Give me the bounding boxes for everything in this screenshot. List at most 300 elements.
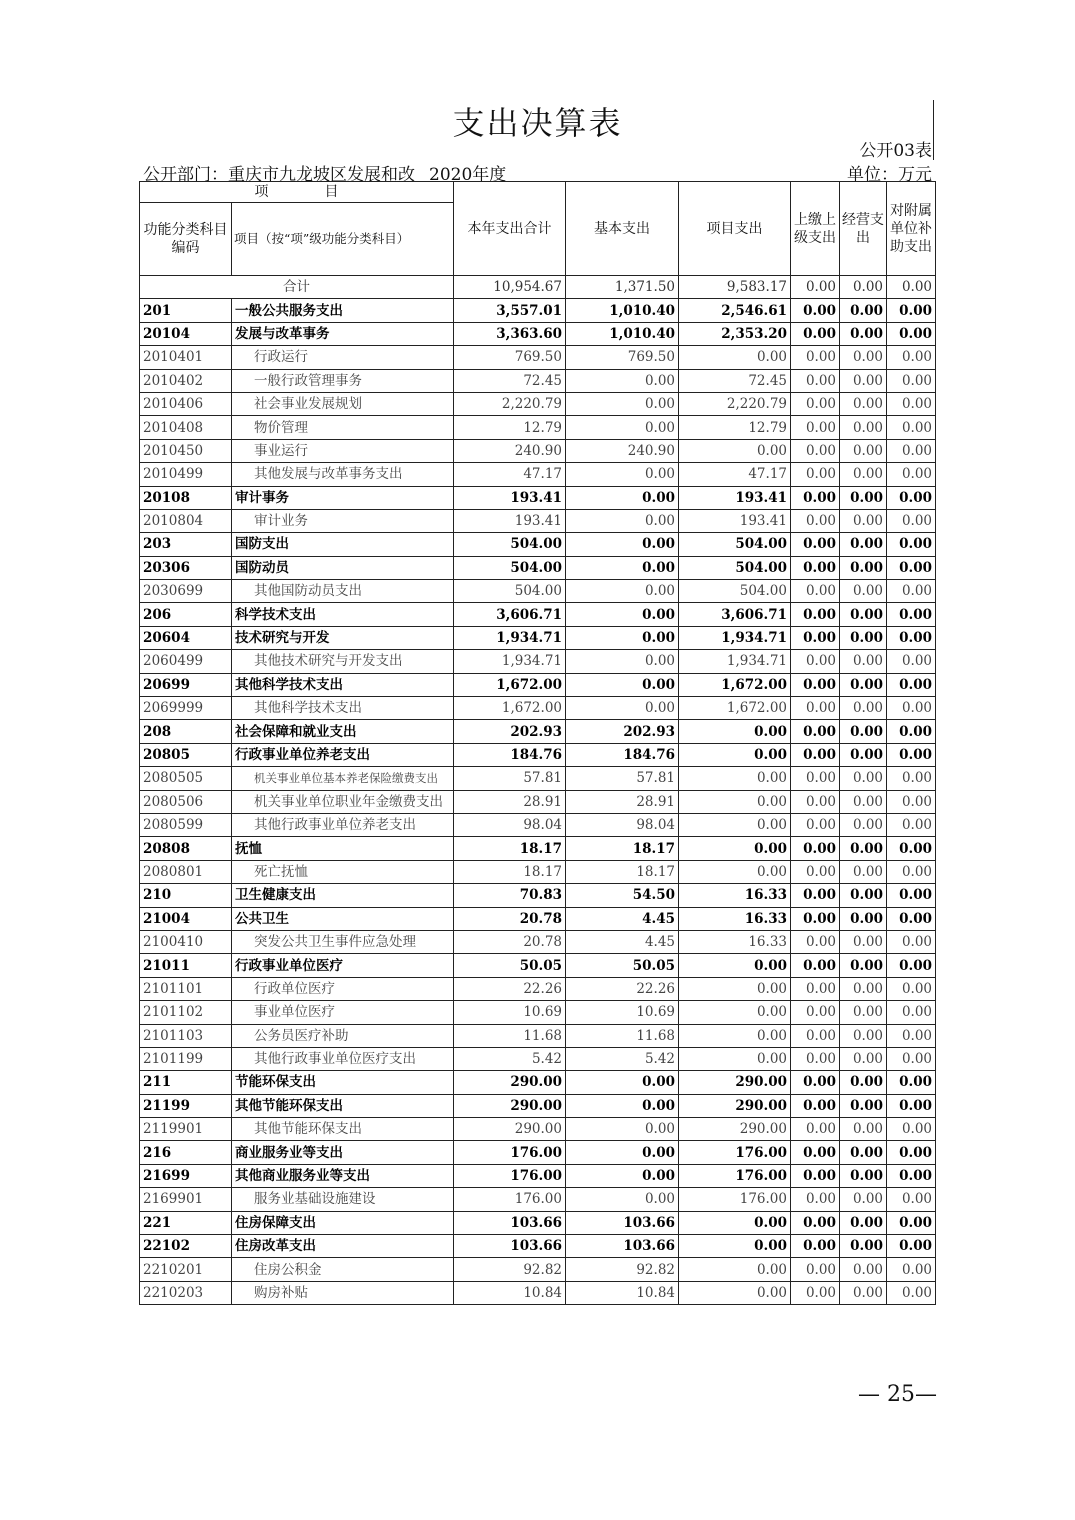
cell-subsidy: 0.00 — [887, 299, 936, 322]
cell-upper: 0.00 — [791, 743, 840, 766]
cell-code: 2080599 — [140, 813, 232, 836]
cell-basic: 0.00 — [566, 486, 679, 509]
cell-operating: 0.00 — [840, 767, 887, 790]
cell-project: 0.00 — [679, 1047, 791, 1070]
cell-upper: 0.00 — [791, 416, 840, 439]
cell-name: 卫生健康支出 — [232, 884, 454, 907]
cell-operating: 0.00 — [840, 1094, 887, 1117]
cell-code: 201 — [140, 299, 232, 322]
cell-upper: 0.00 — [791, 977, 840, 1000]
cell-code: 2101102 — [140, 1001, 232, 1024]
cell-code: 20604 — [140, 626, 232, 649]
cell-project: 72.45 — [679, 369, 791, 392]
table-row — [140, 1047, 936, 1070]
cell-upper: 0.00 — [791, 1071, 840, 1094]
cell-project: 193.41 — [679, 509, 791, 532]
cell-subsidy: 0.00 — [887, 1258, 936, 1281]
cell-project: 1,934.71 — [679, 626, 791, 649]
cell-basic: 54.50 — [566, 884, 679, 907]
cell-project: 47.17 — [679, 463, 791, 486]
table-row — [140, 813, 936, 836]
cell-operating: 0.00 — [840, 860, 887, 883]
cell-basic: 202.93 — [566, 720, 679, 743]
cell-basic: 0.00 — [566, 1094, 679, 1117]
cell-basic: 0.00 — [566, 1188, 679, 1211]
cell-subsidy: 0.00 — [887, 673, 936, 696]
cell-upper: 0.00 — [791, 369, 840, 392]
cell-code: 2080505 — [140, 767, 232, 790]
total-operating: 0.00 — [840, 276, 887, 299]
cell-name: 事业运行 — [232, 439, 454, 462]
cell-total: 1,934.71 — [454, 626, 566, 649]
cell-total: 103.66 — [454, 1211, 566, 1234]
cell-operating: 0.00 — [840, 1141, 887, 1164]
cell-basic: 769.50 — [566, 346, 679, 369]
cell-basic: 18.17 — [566, 837, 679, 860]
cell-operating: 0.00 — [840, 743, 887, 766]
cell-name: 发展与改革事务 — [232, 322, 454, 345]
table-row — [140, 392, 936, 415]
table-row — [140, 673, 936, 696]
cell-total: 50.05 — [454, 954, 566, 977]
cell-code: 2010450 — [140, 439, 232, 462]
cell-subsidy: 0.00 — [887, 767, 936, 790]
cell-name: 机关事业单位职业年金缴费支出 — [232, 790, 454, 813]
cell-subsidy: 0.00 — [887, 930, 936, 953]
cell-upper: 0.00 — [791, 860, 840, 883]
cell-operating: 0.00 — [840, 299, 887, 322]
table-row — [140, 1094, 936, 1117]
cell-name: 行政事业单位养老支出 — [232, 743, 454, 766]
page-title: 支出决算表 — [452, 104, 623, 142]
cell-subsidy: 0.00 — [887, 1211, 936, 1234]
cell-operating: 0.00 — [840, 509, 887, 532]
cell-upper: 0.00 — [791, 439, 840, 462]
cell-upper: 0.00 — [791, 813, 840, 836]
cell-subsidy: 0.00 — [887, 1188, 936, 1211]
total-project: 9,583.17 — [679, 276, 791, 299]
cell-basic: 18.17 — [566, 860, 679, 883]
table-row — [140, 1281, 936, 1304]
cell-basic: 0.00 — [566, 1141, 679, 1164]
cell-upper: 0.00 — [791, 1141, 840, 1164]
cell-name: 死亡抚恤 — [232, 860, 454, 883]
cell-name: 其他行政事业单位医疗支出 — [232, 1047, 454, 1070]
cell-project: 1,934.71 — [679, 650, 791, 673]
table-row — [140, 954, 936, 977]
cell-code: 2010401 — [140, 346, 232, 369]
cell-name: 抚恤 — [232, 837, 454, 860]
cell-basic: 10.84 — [566, 1281, 679, 1304]
cell-code: 22102 — [140, 1235, 232, 1258]
cell-project: 2,353.20 — [679, 322, 791, 345]
cell-code: 2069999 — [140, 697, 232, 720]
cell-operating: 0.00 — [840, 650, 887, 673]
cell-total: 769.50 — [454, 346, 566, 369]
cell-basic: 57.81 — [566, 767, 679, 790]
cell-upper: 0.00 — [791, 884, 840, 907]
table-row — [140, 743, 936, 766]
cell-subsidy: 0.00 — [887, 977, 936, 1000]
cell-basic: 4.45 — [566, 907, 679, 930]
cell-operating: 0.00 — [840, 790, 887, 813]
table-row — [140, 416, 936, 439]
header-upper: 上缴上级支出 — [791, 182, 840, 276]
cell-basic: 103.66 — [566, 1211, 679, 1234]
cell-name: 其他节能环保支出 — [232, 1118, 454, 1141]
cell-name: 一般行政管理事务 — [232, 369, 454, 392]
cell-upper: 0.00 — [791, 720, 840, 743]
cell-upper: 0.00 — [791, 626, 840, 649]
cell-code: 2030699 — [140, 580, 232, 603]
table-row — [140, 626, 936, 649]
cell-total: 98.04 — [454, 813, 566, 836]
cell-project: 0.00 — [679, 743, 791, 766]
cell-upper: 0.00 — [791, 1094, 840, 1117]
cell-project: 16.33 — [679, 930, 791, 953]
total-total: 10,954.67 — [454, 276, 566, 299]
table-row — [140, 1188, 936, 1211]
cell-total: 193.41 — [454, 509, 566, 532]
cell-basic: 184.76 — [566, 743, 679, 766]
table-row — [140, 322, 936, 345]
cell-code: 2101199 — [140, 1047, 232, 1070]
cell-subsidy: 0.00 — [887, 697, 936, 720]
cell-upper: 0.00 — [791, 1258, 840, 1281]
cell-subsidy: 0.00 — [887, 1001, 936, 1024]
cell-operating: 0.00 — [840, 720, 887, 743]
cell-total: 290.00 — [454, 1118, 566, 1141]
cell-code: 2080506 — [140, 790, 232, 813]
table-row — [140, 977, 936, 1000]
cell-upper: 0.00 — [791, 1235, 840, 1258]
cell-subsidy: 0.00 — [887, 884, 936, 907]
table-row — [140, 1258, 936, 1281]
cell-code: 21011 — [140, 954, 232, 977]
cell-code: 2010406 — [140, 392, 232, 415]
cell-basic: 0.00 — [566, 580, 679, 603]
cell-operating: 0.00 — [840, 673, 887, 696]
cell-subsidy: 0.00 — [887, 1141, 936, 1164]
cell-subsidy: 0.00 — [887, 837, 936, 860]
cell-project: 0.00 — [679, 837, 791, 860]
cell-subsidy: 0.00 — [887, 556, 936, 579]
cell-code: 2210201 — [140, 1258, 232, 1281]
cell-upper: 0.00 — [791, 580, 840, 603]
cell-code: 2080801 — [140, 860, 232, 883]
cell-subsidy: 0.00 — [887, 813, 936, 836]
cell-name: 服务业基础设施建设 — [232, 1188, 454, 1211]
cell-basic: 11.68 — [566, 1024, 679, 1047]
cell-project: 2,546.61 — [679, 299, 791, 322]
cell-total: 504.00 — [454, 533, 566, 556]
cell-code: 20108 — [140, 486, 232, 509]
cell-project: 290.00 — [679, 1071, 791, 1094]
cell-operating: 0.00 — [840, 1047, 887, 1070]
cell-upper: 0.00 — [791, 790, 840, 813]
cell-subsidy: 0.00 — [887, 603, 936, 626]
cell-total: 103.66 — [454, 1235, 566, 1258]
cell-total: 10.69 — [454, 1001, 566, 1024]
cell-upper: 0.00 — [791, 1211, 840, 1234]
cell-code: 2010402 — [140, 369, 232, 392]
cell-operating: 0.00 — [840, 439, 887, 462]
table-row — [140, 509, 936, 532]
cell-total: 290.00 — [454, 1071, 566, 1094]
cell-total: 57.81 — [454, 767, 566, 790]
cell-project: 0.00 — [679, 977, 791, 1000]
cell-upper: 0.00 — [791, 322, 840, 345]
cell-upper: 0.00 — [791, 673, 840, 696]
header-row-1 — [140, 182, 936, 203]
cell-project: 16.33 — [679, 884, 791, 907]
cell-basic: 0.00 — [566, 1118, 679, 1141]
cell-basic: 0.00 — [566, 1164, 679, 1187]
cell-subsidy: 0.00 — [887, 626, 936, 649]
cell-basic: 0.00 — [566, 533, 679, 556]
cell-operating: 0.00 — [840, 322, 887, 345]
cell-code: 210 — [140, 884, 232, 907]
table-row — [140, 884, 936, 907]
cell-upper: 0.00 — [791, 1164, 840, 1187]
cell-operating: 0.00 — [840, 907, 887, 930]
cell-basic: 0.00 — [566, 650, 679, 673]
cell-total: 10.84 — [454, 1281, 566, 1304]
cell-name: 公务员医疗补助 — [232, 1024, 454, 1047]
cell-subsidy: 0.00 — [887, 1094, 936, 1117]
fiscal-year: 2020年度 — [429, 165, 507, 185]
cell-code: 221 — [140, 1211, 232, 1234]
cell-basic: 98.04 — [566, 813, 679, 836]
cell-total: 176.00 — [454, 1188, 566, 1211]
cell-code: 2010408 — [140, 416, 232, 439]
cell-basic: 0.00 — [566, 416, 679, 439]
cell-subsidy: 0.00 — [887, 1024, 936, 1047]
cell-basic: 0.00 — [566, 392, 679, 415]
cell-project: 1,672.00 — [679, 673, 791, 696]
cell-code: 20306 — [140, 556, 232, 579]
cell-project: 504.00 — [679, 533, 791, 556]
cell-basic: 240.90 — [566, 439, 679, 462]
cell-upper: 0.00 — [791, 1118, 840, 1141]
cell-project: 504.00 — [679, 556, 791, 579]
cell-project: 0.00 — [679, 1235, 791, 1258]
cell-upper: 0.00 — [791, 1047, 840, 1070]
cell-upper: 0.00 — [791, 603, 840, 626]
header-xiangmu: 项 目 — [140, 182, 454, 203]
cell-total: 176.00 — [454, 1164, 566, 1187]
cell-project: 0.00 — [679, 1281, 791, 1304]
cell-name: 其他技术研究与开发支出 — [232, 650, 454, 673]
cell-basic: 0.00 — [566, 1071, 679, 1094]
total-label: 合计 — [140, 276, 454, 299]
cell-subsidy: 0.00 — [887, 720, 936, 743]
cell-basic: 0.00 — [566, 369, 679, 392]
cell-total: 20.78 — [454, 907, 566, 930]
cell-operating: 0.00 — [840, 1211, 887, 1234]
cell-operating: 0.00 — [840, 813, 887, 836]
cell-name: 国防动员 — [232, 556, 454, 579]
cell-name: 其他国防动员支出 — [232, 580, 454, 603]
cell-total: 2,220.79 — [454, 392, 566, 415]
cell-name: 住房保障支出 — [232, 1211, 454, 1234]
table-row — [140, 767, 936, 790]
cell-name: 一般公共服务支出 — [232, 299, 454, 322]
cell-subsidy: 0.00 — [887, 322, 936, 345]
cell-name: 其他科学技术支出 — [232, 673, 454, 696]
cell-code: 20104 — [140, 322, 232, 345]
table-row — [140, 1164, 936, 1187]
cell-basic: 28.91 — [566, 790, 679, 813]
cell-subsidy: 0.00 — [887, 369, 936, 392]
cell-operating: 0.00 — [840, 1188, 887, 1211]
cell-upper: 0.00 — [791, 767, 840, 790]
cell-operating: 0.00 — [840, 463, 887, 486]
cell-total: 3,557.01 — [454, 299, 566, 322]
cell-basic: 1,010.40 — [566, 322, 679, 345]
cell-subsidy: 0.00 — [887, 650, 936, 673]
table-row — [140, 486, 936, 509]
table-row — [140, 907, 936, 930]
cell-basic: 0.00 — [566, 626, 679, 649]
cell-total: 1,672.00 — [454, 673, 566, 696]
cell-name: 审计业务 — [232, 509, 454, 532]
cell-upper: 0.00 — [791, 486, 840, 509]
cell-code: 2010804 — [140, 509, 232, 532]
cell-total: 18.17 — [454, 860, 566, 883]
cell-basic: 50.05 — [566, 954, 679, 977]
cell-operating: 0.00 — [840, 1164, 887, 1187]
cell-operating: 0.00 — [840, 884, 887, 907]
cell-code: 2101103 — [140, 1024, 232, 1047]
cell-operating: 0.00 — [840, 1001, 887, 1024]
cell-code: 2060499 — [140, 650, 232, 673]
cell-operating: 0.00 — [840, 603, 887, 626]
cell-upper: 0.00 — [791, 954, 840, 977]
cell-project: 0.00 — [679, 1001, 791, 1024]
cell-operating: 0.00 — [840, 1118, 887, 1141]
cell-operating: 0.00 — [840, 580, 887, 603]
total-subsidy: 0.00 — [887, 276, 936, 299]
cell-total: 22.26 — [454, 977, 566, 1000]
table-row — [140, 463, 936, 486]
cell-subsidy: 0.00 — [887, 1047, 936, 1070]
cell-code: 2210203 — [140, 1281, 232, 1304]
total-row — [140, 276, 936, 299]
cell-code: 21199 — [140, 1094, 232, 1117]
table-row — [140, 369, 936, 392]
cell-total: 18.17 — [454, 837, 566, 860]
cell-total: 12.79 — [454, 416, 566, 439]
cell-operating: 0.00 — [840, 1258, 887, 1281]
table-row — [140, 1141, 936, 1164]
cell-project: 0.00 — [679, 860, 791, 883]
cell-subsidy: 0.00 — [887, 907, 936, 930]
cell-code: 21699 — [140, 1164, 232, 1187]
department-label: 公开部门：重庆市九龙坡区发展和改 — [143, 165, 415, 185]
cell-total: 184.76 — [454, 743, 566, 766]
cell-project: 176.00 — [679, 1164, 791, 1187]
cell-operating: 0.00 — [840, 837, 887, 860]
cell-total: 11.68 — [454, 1024, 566, 1047]
cell-name: 行政单位医疗 — [232, 977, 454, 1000]
cell-upper: 0.00 — [791, 346, 840, 369]
cell-name: 科学技术支出 — [232, 603, 454, 626]
cell-total: 72.45 — [454, 369, 566, 392]
cell-project: 0.00 — [679, 439, 791, 462]
cell-operating: 0.00 — [840, 416, 887, 439]
cell-total: 5.42 — [454, 1047, 566, 1070]
cell-code: 20808 — [140, 837, 232, 860]
table-row — [140, 603, 936, 626]
cell-project: 176.00 — [679, 1188, 791, 1211]
cell-name: 技术研究与开发 — [232, 626, 454, 649]
cell-project: 0.00 — [679, 1024, 791, 1047]
cell-total: 240.90 — [454, 439, 566, 462]
header-total: 本年支出合计 — [454, 182, 566, 276]
cell-code: 2010499 — [140, 463, 232, 486]
table-row — [140, 439, 936, 462]
cell-code: 216 — [140, 1141, 232, 1164]
cell-basic: 0.00 — [566, 509, 679, 532]
cell-operating: 0.00 — [840, 954, 887, 977]
cell-code: 20699 — [140, 673, 232, 696]
cell-operating: 0.00 — [840, 1024, 887, 1047]
cell-basic: 1,010.40 — [566, 299, 679, 322]
cell-name: 其他发展与改革事务支出 — [232, 463, 454, 486]
table-row — [140, 346, 936, 369]
table-row — [140, 650, 936, 673]
cell-code: 206 — [140, 603, 232, 626]
cell-project: 290.00 — [679, 1094, 791, 1117]
cell-name: 公共卫生 — [232, 907, 454, 930]
cell-basic: 0.00 — [566, 673, 679, 696]
cell-subsidy: 0.00 — [887, 533, 936, 556]
cell-name: 机关事业单位基本养老保险缴费支出 — [232, 767, 454, 790]
cell-name: 社会保障和就业支出 — [232, 720, 454, 743]
cell-basic: 92.82 — [566, 1258, 679, 1281]
cell-upper: 0.00 — [791, 1024, 840, 1047]
table-row — [140, 1118, 936, 1141]
cell-subsidy: 0.00 — [887, 346, 936, 369]
cell-basic: 5.42 — [566, 1047, 679, 1070]
cell-total: 47.17 — [454, 463, 566, 486]
cell-basic: 0.00 — [566, 556, 679, 579]
cell-operating: 0.00 — [840, 369, 887, 392]
cell-upper: 0.00 — [791, 697, 840, 720]
cell-project: 0.00 — [679, 767, 791, 790]
cell-project: 2,220.79 — [679, 392, 791, 415]
table-row — [140, 1024, 936, 1047]
cell-project: 1,672.00 — [679, 697, 791, 720]
cell-subsidy: 0.00 — [887, 954, 936, 977]
cell-upper: 0.00 — [791, 1188, 840, 1211]
unit-label: 单位：万元 — [847, 165, 932, 185]
cell-subsidy: 0.00 — [887, 743, 936, 766]
cell-upper: 0.00 — [791, 392, 840, 415]
cell-upper: 0.00 — [791, 930, 840, 953]
cell-name: 物价管理 — [232, 416, 454, 439]
cell-total: 3,606.71 — [454, 603, 566, 626]
cell-project: 290.00 — [679, 1118, 791, 1141]
cell-basic: 0.00 — [566, 463, 679, 486]
cell-upper: 0.00 — [791, 650, 840, 673]
cell-basic: 4.45 — [566, 930, 679, 953]
cell-upper: 0.00 — [791, 509, 840, 532]
cell-project: 176.00 — [679, 1141, 791, 1164]
header-name: 项目（按“项”级功能分类科目） — [232, 203, 454, 276]
cell-basic: 0.00 — [566, 603, 679, 626]
